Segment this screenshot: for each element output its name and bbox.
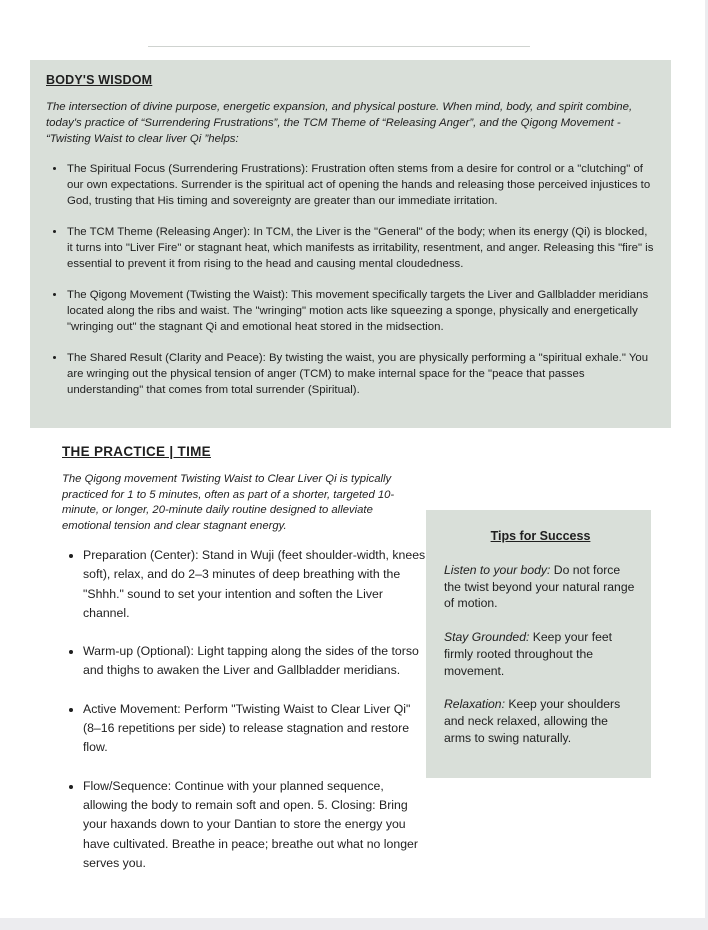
bodys-wisdom-intro: The intersection of divine purpose, energetic expansion, and physical posture. When mind, body, and spirit combine, today's practice of “Surrendering Frustrations”, the TCM Theme of “Releasing Anger”, and the Qigong Movement - “Twisting Waist to clear liver Qi ”helps: [46, 101, 633, 145]
tip-text: Do not force the twist beyond your natural range of motion. [444, 563, 635, 611]
tips-for-success-box [426, 510, 651, 778]
practice-steps-list [62, 546, 428, 892]
tips-title: Tips for Success [490, 529, 591, 543]
wisdom-list-item: • The Spiritual Focus (Surrendering Frustrations): Frustration often stems from a desire for control or a "clutching" of our own expectations. Surrender is the spiritual act of opening the hands and releasing those perceived injustices to God, trusting that His timing and sovereignty are greater than our immediate irritation. [66, 161, 655, 209]
wisdom-list-item: • The TCM Theme (Releasing Anger): In TCM, the Liver is the "General" of the body; when its energy (Qi) is blocked, it turns into "Liver Fire" or stagnant heat, which manifests as irritability, resentment, and anger. Releasing this "fire" is essential to prevent it from rising to the head and causing mental cloudedness. [66, 224, 655, 272]
tip-item [444, 629, 637, 679]
practice-step: • Preparation (Center): Stand in Wuji (feet shoulder-width, knees soft), relax, and do 2–3 minutes of deep breathing with the "Shhh." sound to set your intention and soften the Liver channel. [83, 546, 428, 623]
wisdom-list-item: • The Qigong Movement (Twisting the Waist): This movement specifically targets the Liver and Gallbladder meridians located along the ribs and waist. The "wringing" motion acts like squeezing a sponge, physically and energetically "wringing out" the stagnant Qi and emotional heat stored in the midsection. [66, 287, 655, 335]
practice-step: • Active Movement: Perform "Twisting Waist to Clear Liver Qi" (8–16 repetitions per side) to release stagnation and restore flow. [83, 700, 428, 758]
practice-intro: The Qigong movement Twisting Waist to Clear Liver Qi is typically practiced for 1 to 5 minutes, often as part of a shorter, targeted 10-minute, or longer, 20-minute daily routine designed to alleviate emotional tension and clear stagnant energy. [62, 473, 395, 533]
practice-step: • Warm-up (Optional): Light tapping along the sides of the torso and thighs to awaken the Liver and Gallbladder meridians. [83, 642, 428, 681]
tip-label: Relaxation: [444, 697, 505, 712]
tip-label: Listen to your body: [444, 563, 551, 577]
tip-text: Keep your shoulders and neck relaxed, allowing the arms to swing naturally. [444, 697, 621, 745]
practice-step: • Flow/Sequence: Continue with your planned sequence, allowing the body to remain soft and open. 5. Closing: Bring your haxands down to your Dantian to store the energy you have cultivated. Breathe in peace; breathe out what no longer serves you. [83, 777, 428, 873]
tip-text: Keep your feet firmly rooted throughout the movement. [444, 630, 613, 678]
bodys-wisdom-section [30, 60, 671, 428]
tip-item [444, 696, 637, 746]
tip-label: Stay Grounded: [444, 630, 530, 645]
tip-item [444, 562, 637, 612]
practice-title: THE PRACTICE | TIME [62, 444, 211, 459]
bodys-wisdom-title: BODY'S WISDOM [46, 73, 153, 87]
top-divider [148, 46, 530, 47]
bodys-wisdom-list [46, 161, 655, 398]
wisdom-list-item: • The Shared Result (Clarity and Peace): By twisting the waist, you are physically performing a "spiritual exhale." You are wringing out the physical tension of anger (TCM) to make internal space for the "peace that passes understanding" that comes from total surrender (Spiritual). [66, 350, 655, 398]
